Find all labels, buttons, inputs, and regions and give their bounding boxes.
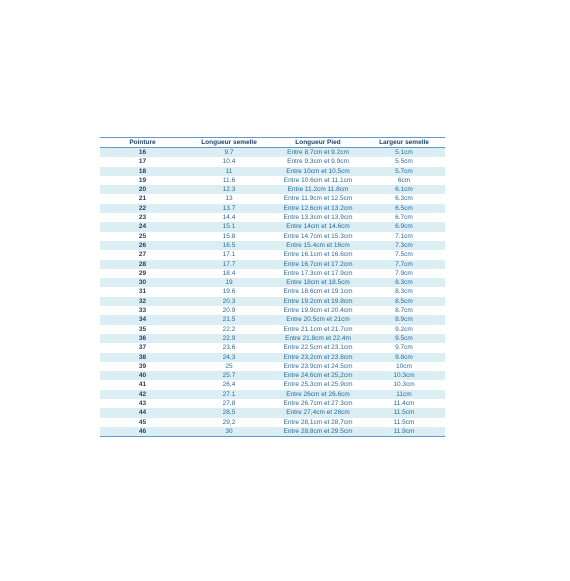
table-row <box>100 260 445 269</box>
pointure-cell: 28 <box>100 260 185 269</box>
pointure-cell: 22 <box>100 204 185 213</box>
longueur-semelle-cell: 11.6 <box>222 176 236 184</box>
pointure-cell: 18 <box>100 167 185 176</box>
table-row <box>100 287 445 296</box>
pointure-cell: 35 <box>138 325 147 333</box>
pointure-cell: 27 <box>138 251 147 259</box>
longueur-pied-cell: Entre 9.3cm et 9.9cm <box>287 158 349 166</box>
largeur-semelle-cell: 9.2cm <box>395 325 413 333</box>
longueur-pied-cell: Entre 25,3cm et 25.9cm <box>283 381 353 389</box>
pointure-cell: 42 <box>100 390 185 399</box>
longueur-pied-cell: Entre 15.4cm et 16cm <box>273 241 363 250</box>
largeur-semelle-cell: 5.5cm <box>395 158 413 166</box>
longueur-semelle-cell: 19 <box>185 278 273 287</box>
table-row <box>100 185 445 194</box>
longueur-pied-cell: Entre 11.2cm 11.8cm <box>273 185 363 194</box>
longueur-semelle-cell: 18.4 <box>222 269 236 277</box>
longueur-semelle-cell: 11 <box>185 167 273 176</box>
longueur-semelle-cell: 15.8 <box>222 232 236 240</box>
table-row <box>100 278 445 287</box>
pointure-cell: 31 <box>138 288 147 296</box>
table-row <box>100 315 445 324</box>
longueur-pied-cell: Entre 26.7cm et 27.3cm <box>283 400 353 408</box>
table-row <box>100 148 445 158</box>
longueur-pied-cell: Entre 10.6cm et 11.1cm <box>283 176 353 184</box>
table-row <box>100 362 445 371</box>
table-row <box>100 371 445 380</box>
longueur-pied-cell: Entre 14.7cm et 15.3cm <box>283 232 353 240</box>
longueur-semelle-cell: 20.9 <box>222 307 236 315</box>
longueur-pied-cell: Entre 23.9cm et 24.5cm <box>283 362 353 370</box>
largeur-semelle-cell: 10.3cm <box>363 371 445 380</box>
longueur-pied-cell: Entre 8.7cm et 9.2cm <box>273 148 363 158</box>
table-row <box>100 157 445 166</box>
longueur-pied-cell: Entre 17.3cm et 17.9cm <box>283 269 353 277</box>
largeur-semelle-cell: 6.5cm <box>363 204 445 213</box>
longueur-pied-cell: Entre 10cm et 10.5cm <box>273 167 363 176</box>
table-row <box>100 408 445 417</box>
longueur-pied-cell: Entre 20.5cm et 21cm <box>273 315 363 324</box>
table-row <box>100 334 445 343</box>
longueur-semelle-cell: 22.9 <box>185 334 273 343</box>
table-row <box>100 390 445 399</box>
longueur-pied-cell: Entre 19.2cm et 19.8cm <box>273 297 363 306</box>
pointure-cell: 41 <box>138 381 147 389</box>
header-longueur-semelle: Longueur semelle <box>185 138 273 148</box>
largeur-semelle-cell: 8.9cm <box>363 315 445 324</box>
pointure-cell: 40 <box>100 371 185 380</box>
table-row <box>100 418 445 427</box>
longueur-semelle-cell: 26,4 <box>222 381 236 389</box>
largeur-semelle-cell: 11.9cm <box>363 427 445 437</box>
pointure-cell: 46 <box>100 427 185 437</box>
longueur-semelle-cell: 14.4 <box>222 214 236 222</box>
longueur-pied-cell: Entre 28,8cm et 29.5cm <box>273 427 363 437</box>
longueur-pied-cell: Entre 11.9cm et 12.5cm <box>283 195 353 203</box>
longueur-pied-cell: Entre 16.7cm et 17.2cm <box>273 260 363 269</box>
pointure-cell: 19 <box>138 176 147 184</box>
table-row <box>100 213 445 222</box>
longueur-semelle-cell: 28,5 <box>185 408 273 417</box>
longueur-semelle-cell: 22.2 <box>222 325 236 333</box>
header-pointure: Pointure <box>100 138 185 148</box>
longueur-semelle-cell: 16.5 <box>185 241 273 250</box>
table-row <box>100 325 445 334</box>
pointure-cell: 32 <box>100 297 185 306</box>
table-row <box>100 250 445 259</box>
largeur-semelle-cell: 8.5cm <box>363 297 445 306</box>
table-row <box>100 297 445 306</box>
largeur-semelle-cell: 7.1cm <box>395 232 413 240</box>
largeur-semelle-cell: 8.3cm <box>363 278 445 287</box>
longueur-semelle-cell: 23.6 <box>222 344 236 352</box>
table-row <box>100 399 445 408</box>
longueur-pied-cell: Entre 21.8cm et 22.4m <box>273 334 363 343</box>
longueur-pied-cell: Entre 18.6cm et 19.1cm <box>283 288 353 296</box>
pointure-cell: 37 <box>138 344 147 352</box>
pointure-cell: 24 <box>100 222 185 231</box>
largeur-semelle-cell: 7.7cm <box>363 260 445 269</box>
header-largeur-semelle: Largeur semelle <box>363 138 445 148</box>
longueur-pied-cell: Entre 23,2cm et 23.8cm <box>273 353 363 362</box>
longueur-semelle-cell: 20.3 <box>185 297 273 306</box>
largeur-semelle-cell: 9.5cm <box>363 334 445 343</box>
longueur-semelle-cell: 19.6 <box>222 288 236 296</box>
pointure-cell: 45 <box>138 418 147 426</box>
pointure-cell: 43 <box>138 400 147 408</box>
header-longueur-pied: Longueur Pied <box>273 138 363 148</box>
longueur-pied-cell: Entre 22.5cm et 23.1cm <box>283 344 353 352</box>
largeur-semelle-cell: 11.5cm <box>363 408 445 417</box>
table-body <box>100 148 445 437</box>
longueur-semelle-cell: 15.1 <box>185 222 273 231</box>
longueur-pied-cell: Entre 24.6cm et 25,2cm <box>273 371 363 380</box>
longueur-semelle-cell: 17.7 <box>185 260 273 269</box>
longueur-pied-cell: Entre 18cm et 18.5cm <box>273 278 363 287</box>
pointure-cell: 33 <box>138 307 147 315</box>
pointure-cell: 23 <box>138 214 147 222</box>
longueur-semelle-cell: 29,2 <box>222 418 236 426</box>
longueur-semelle-cell: 30 <box>185 427 273 437</box>
longueur-semelle-cell: 10.4 <box>222 158 236 166</box>
longueur-semelle-cell: 13.7 <box>185 204 273 213</box>
longueur-semelle-cell: 27,8 <box>222 400 236 408</box>
largeur-semelle-cell: 10cm <box>396 362 412 370</box>
longueur-pied-cell: Entre 26cm et 26.6cm <box>273 390 363 399</box>
longueur-pied-cell: Entre 27,4cm et 28cm <box>273 408 363 417</box>
largeur-semelle-cell: 9.7cm <box>395 344 413 352</box>
longueur-semelle-cell: 12.3 <box>185 185 273 194</box>
table-row <box>100 232 445 241</box>
largeur-semelle-cell: 11.5cm <box>393 418 415 426</box>
largeur-semelle-cell: 7.9cm <box>395 269 413 277</box>
pointure-cell: 34 <box>100 315 185 324</box>
pointure-cell: 16 <box>100 148 185 158</box>
largeur-semelle-cell: 9.8cm <box>363 353 445 362</box>
longueur-semelle-cell: 24,3 <box>185 353 273 362</box>
table-row <box>100 269 445 278</box>
size-chart-table <box>100 137 445 437</box>
largeur-semelle-cell: 7.5cm <box>395 251 413 259</box>
header-row <box>100 138 445 148</box>
longueur-semelle-cell: 25.7 <box>185 371 273 380</box>
largeur-semelle-cell: 11.4cm <box>393 400 415 408</box>
table-row <box>100 427 445 437</box>
table-row <box>100 194 445 203</box>
longueur-semelle-cell: 9.7 <box>185 148 273 158</box>
largeur-semelle-cell: 7.3cm <box>363 241 445 250</box>
largeur-semelle-cell: 8.7cm <box>395 307 413 315</box>
largeur-semelle-cell: 8.3cm <box>395 288 413 296</box>
longueur-pied-cell: Entre 16.1cm et 16.6cm <box>283 251 353 259</box>
pointure-cell: 20 <box>100 185 185 194</box>
largeur-semelle-cell: 6cm <box>397 176 411 184</box>
pointure-cell: 39 <box>138 362 147 370</box>
pointure-cell: 29 <box>138 269 147 277</box>
pointure-cell: 17 <box>138 158 147 166</box>
table-row <box>100 176 445 185</box>
table-row <box>100 353 445 362</box>
largeur-semelle-cell: 6.9cm <box>363 222 445 231</box>
table-row <box>100 343 445 352</box>
table-row <box>100 306 445 315</box>
pointure-cell: 30 <box>100 278 185 287</box>
longueur-semelle-cell: 27.1 <box>185 390 273 399</box>
pointure-cell: 44 <box>100 408 185 417</box>
table-row <box>100 380 445 389</box>
longueur-pied-cell: Entre 19.9cm et 20.4cm <box>283 307 353 315</box>
pointure-cell: 26 <box>100 241 185 250</box>
largeur-semelle-cell: 6.3cm <box>395 195 413 203</box>
longueur-pied-cell: Entre 13.3cm et 13.9cm <box>283 214 353 222</box>
table-row <box>100 167 445 176</box>
longueur-semelle-cell: 21.5 <box>185 315 273 324</box>
largeur-semelle-cell: 6.1cm <box>363 185 445 194</box>
largeur-semelle-cell: 11cm <box>363 390 445 399</box>
longueur-pied-cell: Entre 21.1cm et 21.7cm <box>283 325 353 333</box>
table-row <box>100 222 445 231</box>
largeur-semelle-cell: 5.1cm <box>363 148 445 158</box>
pointure-cell: 38 <box>100 353 185 362</box>
largeur-semelle-cell: 6.7cm <box>395 214 413 222</box>
longueur-pied-cell: Entre 14cm et 14.6cm <box>273 222 363 231</box>
table-row <box>100 241 445 250</box>
pointure-cell: 36 <box>100 334 185 343</box>
longueur-semelle-cell: 13 <box>225 195 233 203</box>
longueur-pied-cell: Entre 28,1cm et 28,7cm <box>283 418 353 426</box>
largeur-semelle-cell: 5.7cm <box>363 167 445 176</box>
table-row <box>100 204 445 213</box>
pointure-cell: 25 <box>138 232 147 240</box>
longueur-semelle-cell: 17.1 <box>222 251 236 259</box>
longueur-pied-cell: Entre 12.6cm et 13.2cm <box>273 204 363 213</box>
largeur-semelle-cell: 10.3cm <box>393 381 415 389</box>
longueur-semelle-cell: 25 <box>225 362 233 370</box>
pointure-cell: 21 <box>138 195 147 203</box>
